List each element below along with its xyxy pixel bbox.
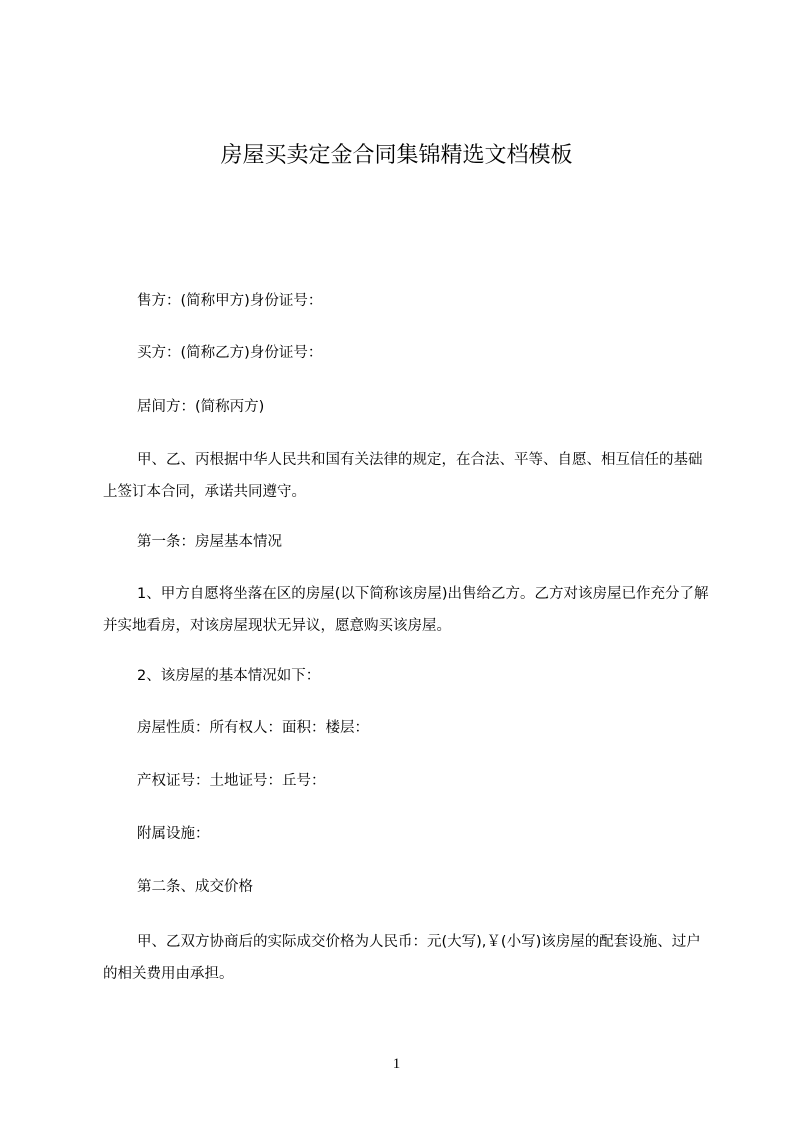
paragraph-buyer: 买方：(简称乙方)身份证号： bbox=[137, 345, 323, 361]
paragraph-property-info: 房屋性质：所有权人：面积：楼层： bbox=[137, 720, 369, 736]
section-heading-article-2: 第二条、成交价格 bbox=[137, 879, 253, 895]
document-title: 房屋买卖定金合同集锦精选文档模板 bbox=[220, 143, 573, 168]
paragraph-intermediary: 居间方：(简称丙方) bbox=[137, 399, 265, 415]
paragraph-preamble: 甲、乙、丙根据中华人民共和国有关法律的规定，在合法、平等、自愿、相互信任的基础上签订本合同，承诺共同遵守。 bbox=[103, 452, 703, 500]
paragraph-price: 甲、乙双方协商后的实际成交价格为人民币：元(大写),￥(小写)该房屋的配套设施、过户的相关费用由承担。 bbox=[103, 934, 701, 982]
paragraph-facilities: 附属设施： bbox=[137, 826, 210, 842]
paragraph-clause-2: 2、该房屋的基本情况如下： bbox=[137, 668, 321, 684]
paragraph-seller: 售方：(简称甲方)身份证号： bbox=[137, 293, 323, 309]
page-number: 1 bbox=[392, 1056, 401, 1072]
paragraph-clause-1: 1、甲方自愿将坐落在区的房屋(以下简称该房屋)出售给乙方。乙方对该房屋已作充分了解并实地看房，对该房屋现状无异议，愿意购买该房屋。 bbox=[103, 586, 709, 634]
section-heading-article-1: 第一条：房屋基本情况 bbox=[137, 534, 282, 550]
paragraph-certificate-info: 产权证号：土地证号：丘号： bbox=[137, 773, 326, 789]
